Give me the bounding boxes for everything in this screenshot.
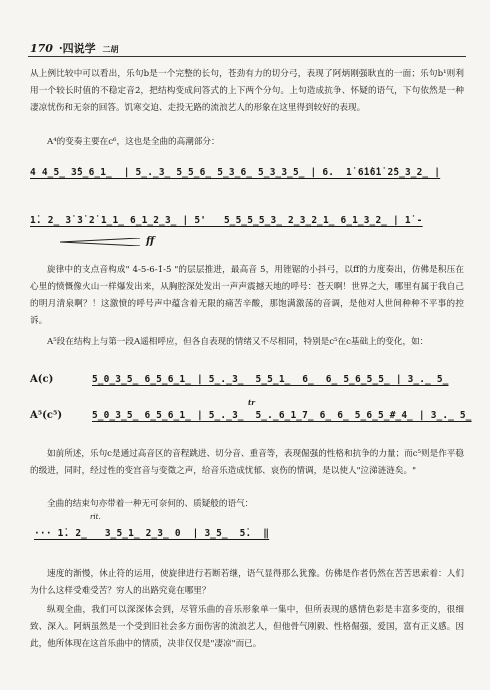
- paragraph-1: 从上例比较中可以看出，乐句b是一个完整的长句，苍劲有力的切分弓，表现了阿炳刚强耿直的一面；乐句b¹则利用一个较长时值的不稳定音2̇，把结构变成问答式的上下两个分句。上句造成抗争、怀疑的语气，下句依然是一种凄凉忧伤和无奈的回答。饥寒交迫、走投无路的流浪艺人的形象在这里得到较好的表现。: [30, 69, 464, 113]
- paragraph-4: A⁵段在结构上与第一段A遥相呼应，但各自表现的情绪又不尽相同，特别是c⁵在c基础上的变化，如：: [47, 337, 429, 347]
- page-header: [30, 40, 119, 56]
- book-title: ·四说学: [58, 42, 96, 55]
- label-a: A(c): [30, 374, 54, 385]
- score-line-2: 1̇. 2̲ 3̇ 3̇ 2̇ 1̲1̲ 6̲1̲2̲3̲ | 5' 5̲5̲5̲5̲3̲ 2̲3̲2̲1̲ 6̲1̲3̲2̲ | 1̇ -: [30, 215, 423, 226]
- dynamic-ff: ff: [146, 236, 155, 247]
- page-number: 170: [30, 42, 53, 55]
- chapter-name: 二胡: [102, 44, 119, 54]
- crescendo-mark: [60, 238, 140, 246]
- score-line-a5: 5̲0̲3̲5̲ 6̲5̲6̲1̲ | 5̲.̲3̲ 5̲.̲6̲1̲7̲ 6̲ 6̲ 5̲6̲5̲#̲4̲ | 3̲.̲ 5̲: [92, 410, 472, 421]
- score-line-a: 5̲0̲3̲5̲ 6̲5̲6̲1̲ | 5̲.̲3̲ 5̲5̲1̲ 6̲ 6̲ 5̲6̲5̲5̲ | 3̲.̲ 5̲: [92, 374, 449, 385]
- header-rule: [28, 56, 466, 57]
- paragraph-8: 纵观全曲，我们可以深深体会到，尽管乐曲的音乐形象单一集中，但所表现的感情色彩是丰富多变的，很细致、深入。阿炳虽然是一个受到旧社会多方面伤害的流浪艺人，但他骨气刚毅、性格倔强，爱国，富有正义感。因此，他所体现在这首乐曲中的情质，决非仅仅是"凄凉"而已。: [30, 605, 464, 649]
- score-line-1: 4 4̲5̲ 3̇5̲6̲1̲ | 5̲.̲3̲ 5̲5̲6̲ 5̲3̲6̲ 5̲3̲3̲5̲ | 6. 1̇ 6̇1̇6̇1̇ 2̇5̲3̲2̲ |: [30, 167, 441, 178]
- paragraph-2: A⁴的变奏主要在c⁶，这也是全曲的高潮部分：: [47, 137, 220, 147]
- paragraph-7: 速度的渐慢，休止符的运用，使旋律进行若断若继，语气显得那么犹豫。仿佛是作者仍然在苦苦思索着：人们为什么这样受难受苦？穷人的出路究竟在哪里？: [30, 569, 464, 596]
- paragraph-3: 旋律中的支点音构成" 4-5-6-1̇-5̇ "的层层推进，最高音 5̇，用锉锯的小抖弓，以ff的力度奏出，仿佛是积压在心里的愤慨像火山一样爆发出来，从胸腔深处发出一声声震撼天地的呼号：苍天啊！世界之大，哪里有属于我自己的明月清泉啊？！这激愤的呼号声中蕴含着无限的痛苦辛酸，那饱满激荡的音调，是他对人世间种种不平事的控诉。: [30, 265, 464, 326]
- paragraph-6: 全曲的结束句亦带着一种无可奈何的、质疑般的语气：: [47, 499, 254, 509]
- trill-mark: tr: [248, 398, 255, 407]
- label-a5: A⁵(c⁵): [30, 410, 63, 421]
- score-line-end: ··· 1̇. 2̲ 3̲5̲1̲ 2̲3̲ 0 | 3̲5̲ 5̇. ‖: [34, 528, 270, 539]
- paragraph-5: 如前所述，乐句c是通过高音区的音程跳进、切分音、重音等，表现倔强的性格和抗争的力量；而c⁵则是作平稳的级进，同时，经过性的变宫音与变徵之声，给音乐造成忧郁、哀伤的情调，是以使人"泣涕涟涟矣。": [30, 449, 464, 476]
- ritardando-mark: rit.: [90, 513, 101, 521]
